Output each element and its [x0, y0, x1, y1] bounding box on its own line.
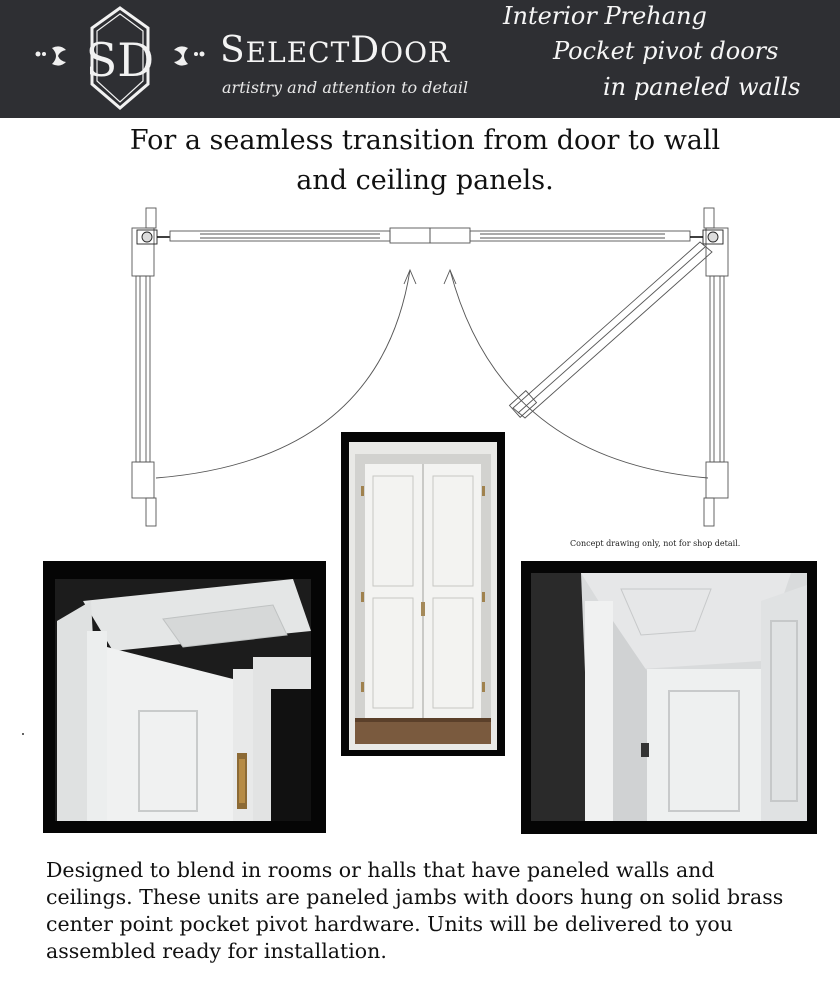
header-title-line-2: Pocket pivot doors: [553, 37, 779, 65]
brand-tagline: artistry and attention to detail: [222, 78, 469, 97]
left-flourish-icon: [36, 46, 67, 65]
headline-line-2: and ceiling panels.: [296, 165, 554, 196]
header-title-line-3: in paneled walls: [603, 73, 801, 101]
headline-line-1: For a seamless transition from door to wall: [129, 125, 721, 156]
photo-paneled-hall: [521, 561, 817, 834]
photo-jamb-corner-detail: [43, 561, 326, 833]
stray-mark: [22, 733, 24, 735]
logo-initials: SD: [85, 33, 155, 87]
headline: [0, 121, 840, 201]
brand-word-elect: ELECT: [245, 36, 351, 69]
right-flourish-icon: [174, 46, 205, 65]
product-description: Designed to blend in rooms or halls that have paneled walls and ceilings. These units are paneled jambs with doors hung on solid brass center point pocket pivot hardware. Units will be delivered to you assembled ready for installation.: [46, 858, 784, 963]
select-door-logo: [30, 4, 210, 112]
header-title-line-1: Interior Prehang: [503, 2, 707, 30]
header-banner: [0, 0, 840, 118]
brand-letter-d: D: [350, 30, 381, 71]
brand-name: [220, 30, 450, 71]
photo-double-doors: [341, 432, 505, 756]
brand-word-oor: OOR: [380, 36, 451, 69]
concept-drawing-note: Concept drawing only, not for shop detail.: [570, 539, 741, 548]
brand-letter-s: S: [220, 30, 246, 71]
